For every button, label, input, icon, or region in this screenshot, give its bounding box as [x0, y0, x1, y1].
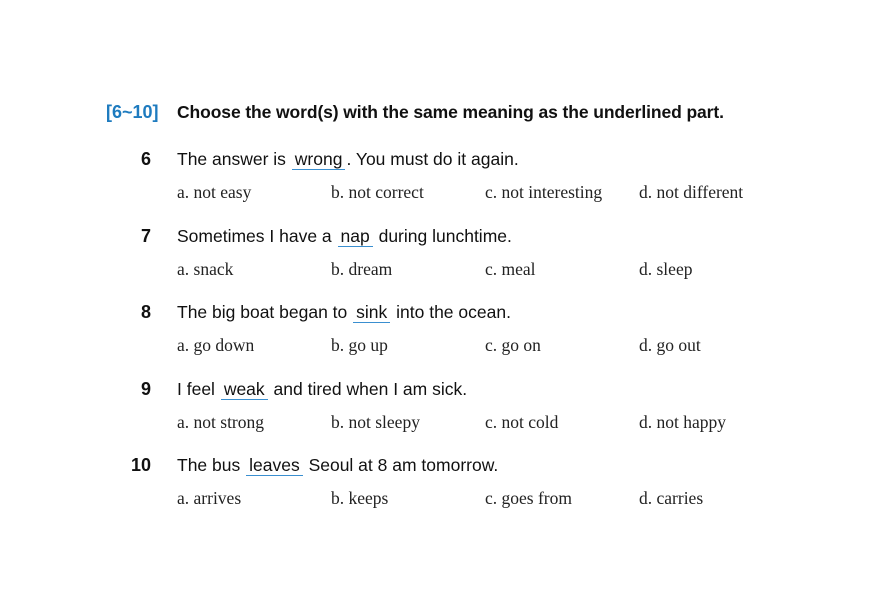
option-d[interactable]: d. sleep — [639, 259, 693, 279]
answer-options — [177, 258, 797, 280]
option-b[interactable]: b. go up — [331, 335, 388, 355]
question-sentence — [177, 301, 511, 323]
question-number: 6 — [140, 149, 151, 169]
option-c[interactable]: c. not interesting — [485, 182, 603, 202]
underlined-word: nap — [338, 226, 373, 247]
question-number: 10 — [130, 455, 151, 475]
option-a[interactable]: a. snack — [177, 259, 234, 279]
option-c[interactable]: c. go on — [485, 335, 541, 355]
answer-options — [177, 411, 797, 433]
question-sentence — [177, 454, 498, 476]
question-number: 9 — [140, 379, 151, 399]
option-d[interactable]: d. carries — [639, 488, 704, 508]
option-c[interactable]: c. goes from — [485, 488, 572, 508]
sentence-before: The big boat began to — [177, 302, 353, 322]
option-a[interactable]: a. go down — [177, 335, 255, 355]
question-9 — [0, 378, 873, 438]
sentence-before: I feel — [177, 379, 220, 399]
sentence-after: and tired when I am sick. — [268, 379, 468, 399]
option-b[interactable]: b. not sleepy — [331, 412, 420, 432]
option-b[interactable]: b. not correct — [331, 182, 424, 202]
question-sentence — [177, 225, 512, 247]
sentence-before: Sometimes I have a — [177, 226, 337, 246]
question-10 — [0, 454, 873, 514]
option-a[interactable]: a. not strong — [177, 412, 265, 432]
sentence-after: Seoul at 8 am tomorrow. — [303, 455, 499, 475]
instruction-text: Choose the word(s) with the same meaning as the underlined part. — [177, 101, 724, 122]
exercise-header — [106, 99, 724, 125]
option-b[interactable]: b. keeps — [331, 488, 389, 508]
sentence-before: The answer is — [177, 149, 291, 169]
option-d[interactable]: d. not happy — [639, 412, 727, 432]
answer-options — [177, 487, 797, 509]
option-d[interactable]: d. not different — [639, 182, 744, 202]
answer-options — [177, 181, 797, 203]
question-sentence — [177, 148, 519, 170]
question-number: 7 — [140, 226, 151, 246]
underlined-word: sink — [353, 302, 390, 323]
question-sentence — [177, 378, 467, 400]
option-b[interactable]: b. dream — [331, 259, 393, 279]
sentence-before: The bus — [177, 455, 246, 475]
sentence-after: during lunchtime. — [373, 226, 512, 246]
option-a[interactable]: a. not easy — [177, 182, 252, 202]
question-6 — [0, 148, 873, 208]
question-8 — [0, 301, 873, 361]
answer-options — [177, 334, 797, 356]
underlined-word: wrong — [292, 149, 346, 170]
option-c[interactable]: c. meal — [485, 259, 536, 279]
question-range-label: [6~10] — [106, 101, 159, 122]
underlined-word: leaves — [246, 455, 303, 476]
sentence-after: into the ocean. — [391, 302, 511, 322]
question-number: 8 — [140, 302, 151, 322]
option-c[interactable]: c. not cold — [485, 412, 559, 432]
option-d[interactable]: d. go out — [639, 335, 701, 355]
sentence-after: . You must do it again. — [346, 149, 519, 169]
option-a[interactable]: a. arrives — [177, 488, 242, 508]
underlined-word: weak — [221, 379, 268, 400]
question-7 — [0, 225, 873, 285]
